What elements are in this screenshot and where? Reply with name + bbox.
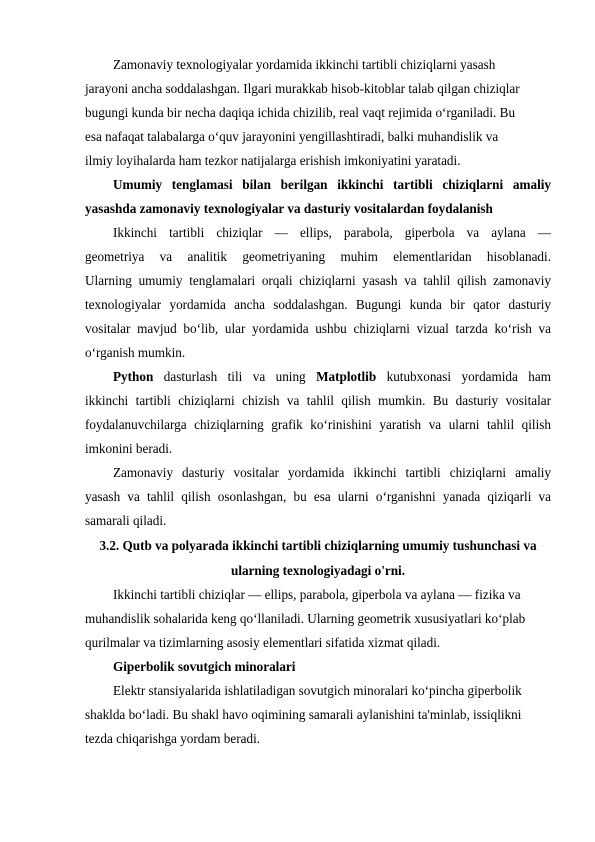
paragraph-line: samarali qiladi. [85, 513, 167, 528]
paragraph-line: vositalar mavjud bo‘lib, ular yordamida ushbu chiziqlarni vizual tarzda ko‘rish va [85, 321, 551, 336]
paragraph-line: o‘rganish mumkin. [85, 345, 186, 360]
section-heading-line: ularning texnologiyadagi o'rni. [230, 563, 406, 578]
paragraph-line: bugungi kunda bir necha daqiqa ichida chizilib, real vaqt rejimida o‘rganiladi. Bu [85, 105, 516, 120]
paragraph-line: geometriya va analitik geometriyaning muhim elementlaridan hisoblanadi. [85, 249, 551, 264]
bold-heading-line: yasashda zamonaviy texnologiyalar va dasturiy vositalardan foydalanish [85, 201, 493, 216]
text-run: dasturlash tili va uning [163, 369, 306, 384]
paragraph-line-mixed [113, 368, 551, 386]
paragraph-line: Elektr stansiyalarida ishlatiladigan sovutgich minoralari ko‘pincha giperbolik [113, 683, 522, 698]
paragraph-line: tezda chiqarishga yordam beradi. [85, 731, 261, 746]
paragraph-line: foydalanuvchilarga chiziqlarning grafik ko‘rinishini yaratish va ularni tahlil qilish [85, 417, 551, 432]
paragraph-line: qurilmalar va tizimlarning asosiy elementlari sifatida xizmat qiladi. [85, 635, 441, 650]
paragraph-line: Zamonaviy dasturiy vositalar yordamida ikkinchi tartibli chiziqlarni amaliy [113, 465, 551, 480]
paragraph-line: ilmiy loyihalarda ham tezkor natijalarga erishish imkoniyatini yaratadi. [85, 153, 461, 168]
bold-heading-line: Umumiy tenglamasi bilan berilgan ikkinchi tartibli chiziqlarni amaliy [113, 177, 551, 192]
paragraph-line: esa nafaqat talabalarga o‘quv jarayonini yengillashtiradi, balki muhandislik va [85, 129, 499, 144]
text-run: kutubxonasi yordamida ham [386, 369, 551, 384]
paragraph-line: Ikkinchi tartibli chiziqlar — ellips, parabola, giperbola va aylana — [113, 225, 551, 240]
paragraph-line: yasash va tahlil qilish osonlashgan, bu esa ularni o‘rganishni yanada qiziqarli va [85, 489, 551, 504]
paragraph-line: texnologiyalar yordamida ancha soddalashgan. Bugungi kunda bir qator dasturiy [85, 297, 551, 312]
python-term: Python [113, 369, 154, 384]
paragraph-line: ikkinchi tartibli chiziqlarni chizish va tahlil qilish mumkin. Bu dasturiy vositalar [85, 393, 551, 408]
paragraph-line: Zamonaviy texnologiyalar yordamida ikkinchi tartibli chiziqlarni yasash [113, 57, 496, 72]
paragraph-line: shaklda bo‘ladi. Bu shakl havo oqimining samarali aylanishini ta'minlab, issiqlikni [85, 707, 522, 722]
matplotlib-term: Matplotlib [316, 369, 377, 384]
subheading: Giperbolik sovutgich minoralari [113, 659, 296, 674]
paragraph-line: Ikkinchi tartibli chiziqlar — ellips, parabola, giperbola va aylana — fizika va [113, 587, 521, 602]
paragraph-line: jarayoni ancha soddalashgan. Ilgari murakkab hisob-kitoblar talab qilgan chiziqlar [85, 81, 520, 96]
section-heading-line: 3.2. Qutb va polyarada ikkinchi tartibli chiziqlarning umumiy tushunchasi va [99, 538, 537, 553]
paragraph-line: Ularning umumiy tenglamalari orqali chiziqlarni yasash va tahlil qilish zamonaviy [85, 273, 551, 288]
paragraph-line: imkonini beradi. [85, 441, 173, 456]
paragraph-line: muhandislik sohalarida keng qo‘llaniladi. Ularning geometrik xususiyatlari ko‘plab [85, 611, 526, 626]
